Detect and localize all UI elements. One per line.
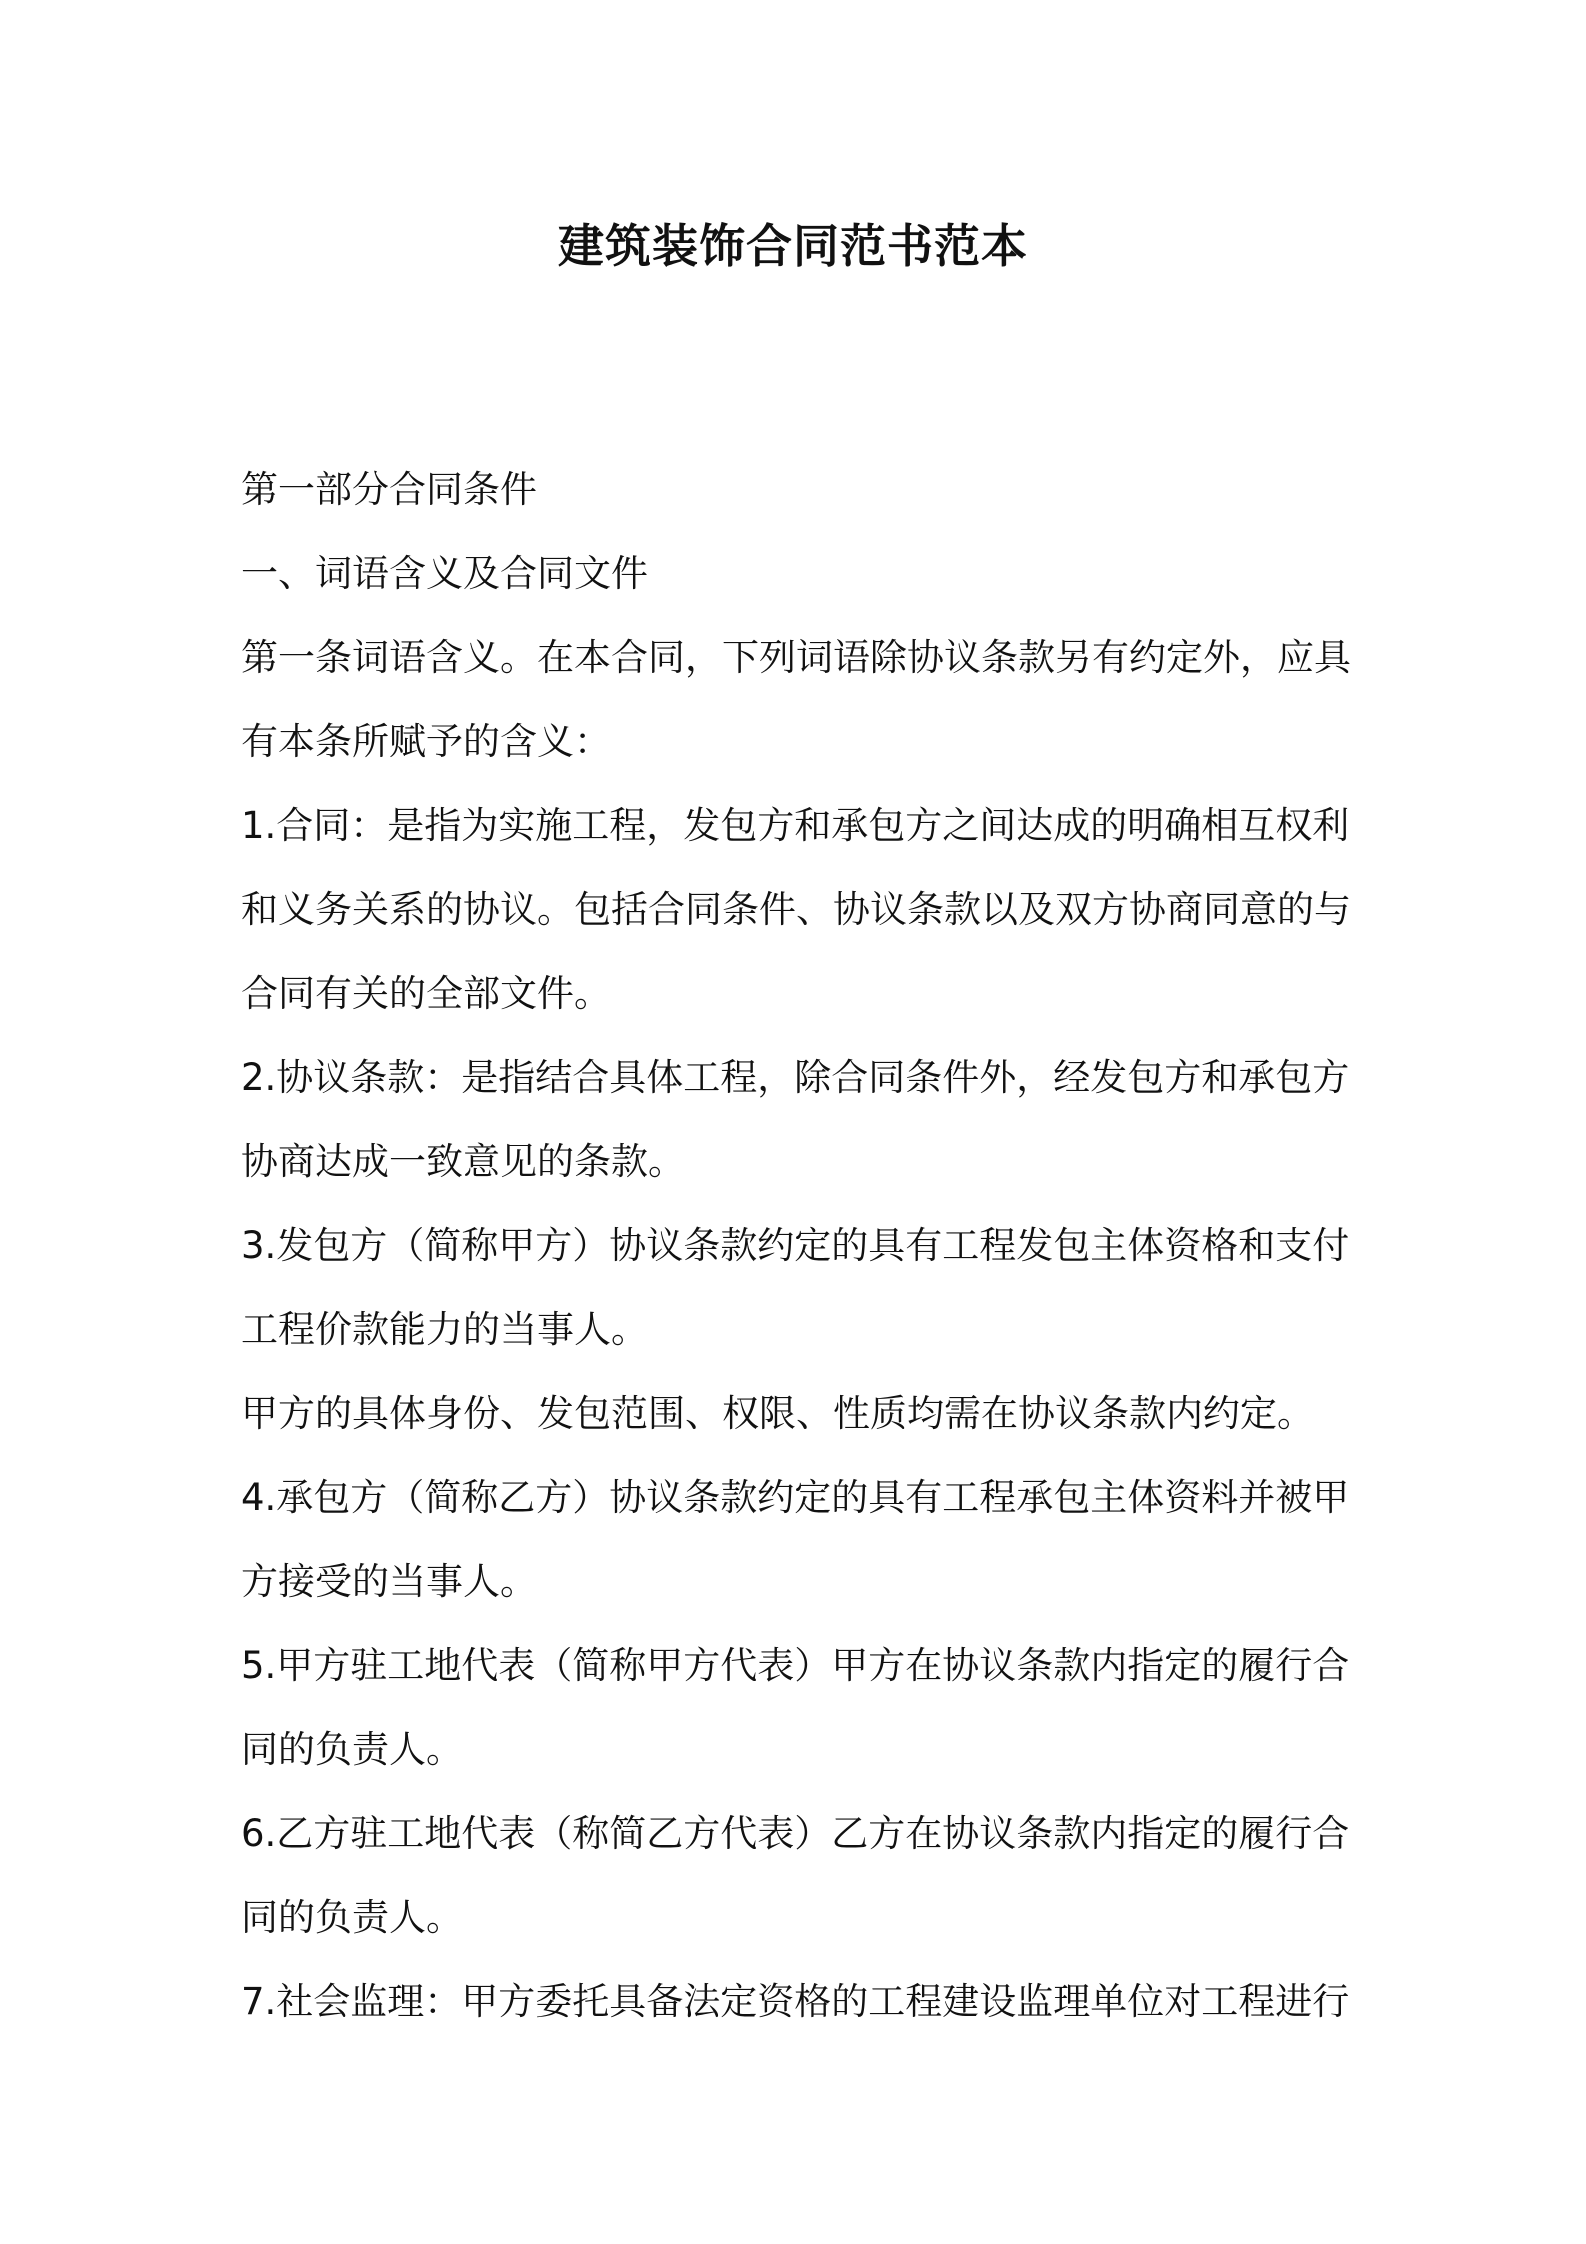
text-line: 工程价款能力的当事人。: [241, 1308, 648, 1351]
text-line: 6.乙方驻工地代表（称简乙方代表）乙方在协议条款内指定的履行合: [241, 1812, 1350, 1855]
text-line: 7.社会监理：甲方委托具备法定资格的工程建设监理单位对工程进行: [241, 1980, 1350, 2023]
text-line: 方接受的当事人。: [241, 1560, 537, 1603]
text-line: 4.承包方（简称乙方）协议条款约定的具有工程承包主体资料并被甲: [241, 1476, 1350, 1519]
text-line: 2.协议条款：是指结合具体工程，除合同条件外，经发包方和承包方: [241, 1056, 1350, 1099]
text-line: 和义务关系的协议。包括合同条件、协议条款以及双方协商同意的与: [241, 888, 1351, 931]
text-line: 协商达成一致意见的条款。: [241, 1140, 685, 1183]
text-line: 甲方的具体身份、发包范围、权限、性质均需在协议条款内约定。: [241, 1392, 1314, 1435]
subsection-heading: 一、词语含义及合同文件: [241, 552, 648, 595]
text-line: 3.发包方（简称甲方）协议条款约定的具有工程发包主体资格和支付: [241, 1224, 1350, 1267]
text-line: 同的负责人。: [241, 1728, 463, 1771]
text-line: 合同有关的全部文件。: [241, 972, 611, 1015]
document-title: 建筑装饰合同范书范本: [558, 219, 1028, 273]
text-line: 1.合同：是指为实施工程，发包方和承包方之间达成的明确相互权利: [241, 804, 1350, 847]
text-line: 第一条词语含义。在本合同，下列词语除协议条款另有约定外，应具: [241, 636, 1351, 679]
document-body: [241, 448, 1351, 2044]
text-line: 5.甲方驻工地代表（简称甲方代表）甲方在协议条款内指定的履行合: [241, 1644, 1350, 1687]
section-heading: 第一部分合同条件: [241, 468, 537, 511]
text-line: 同的负责人。: [241, 1896, 463, 1939]
text-line: 有本条所赋予的含义：: [241, 720, 611, 763]
